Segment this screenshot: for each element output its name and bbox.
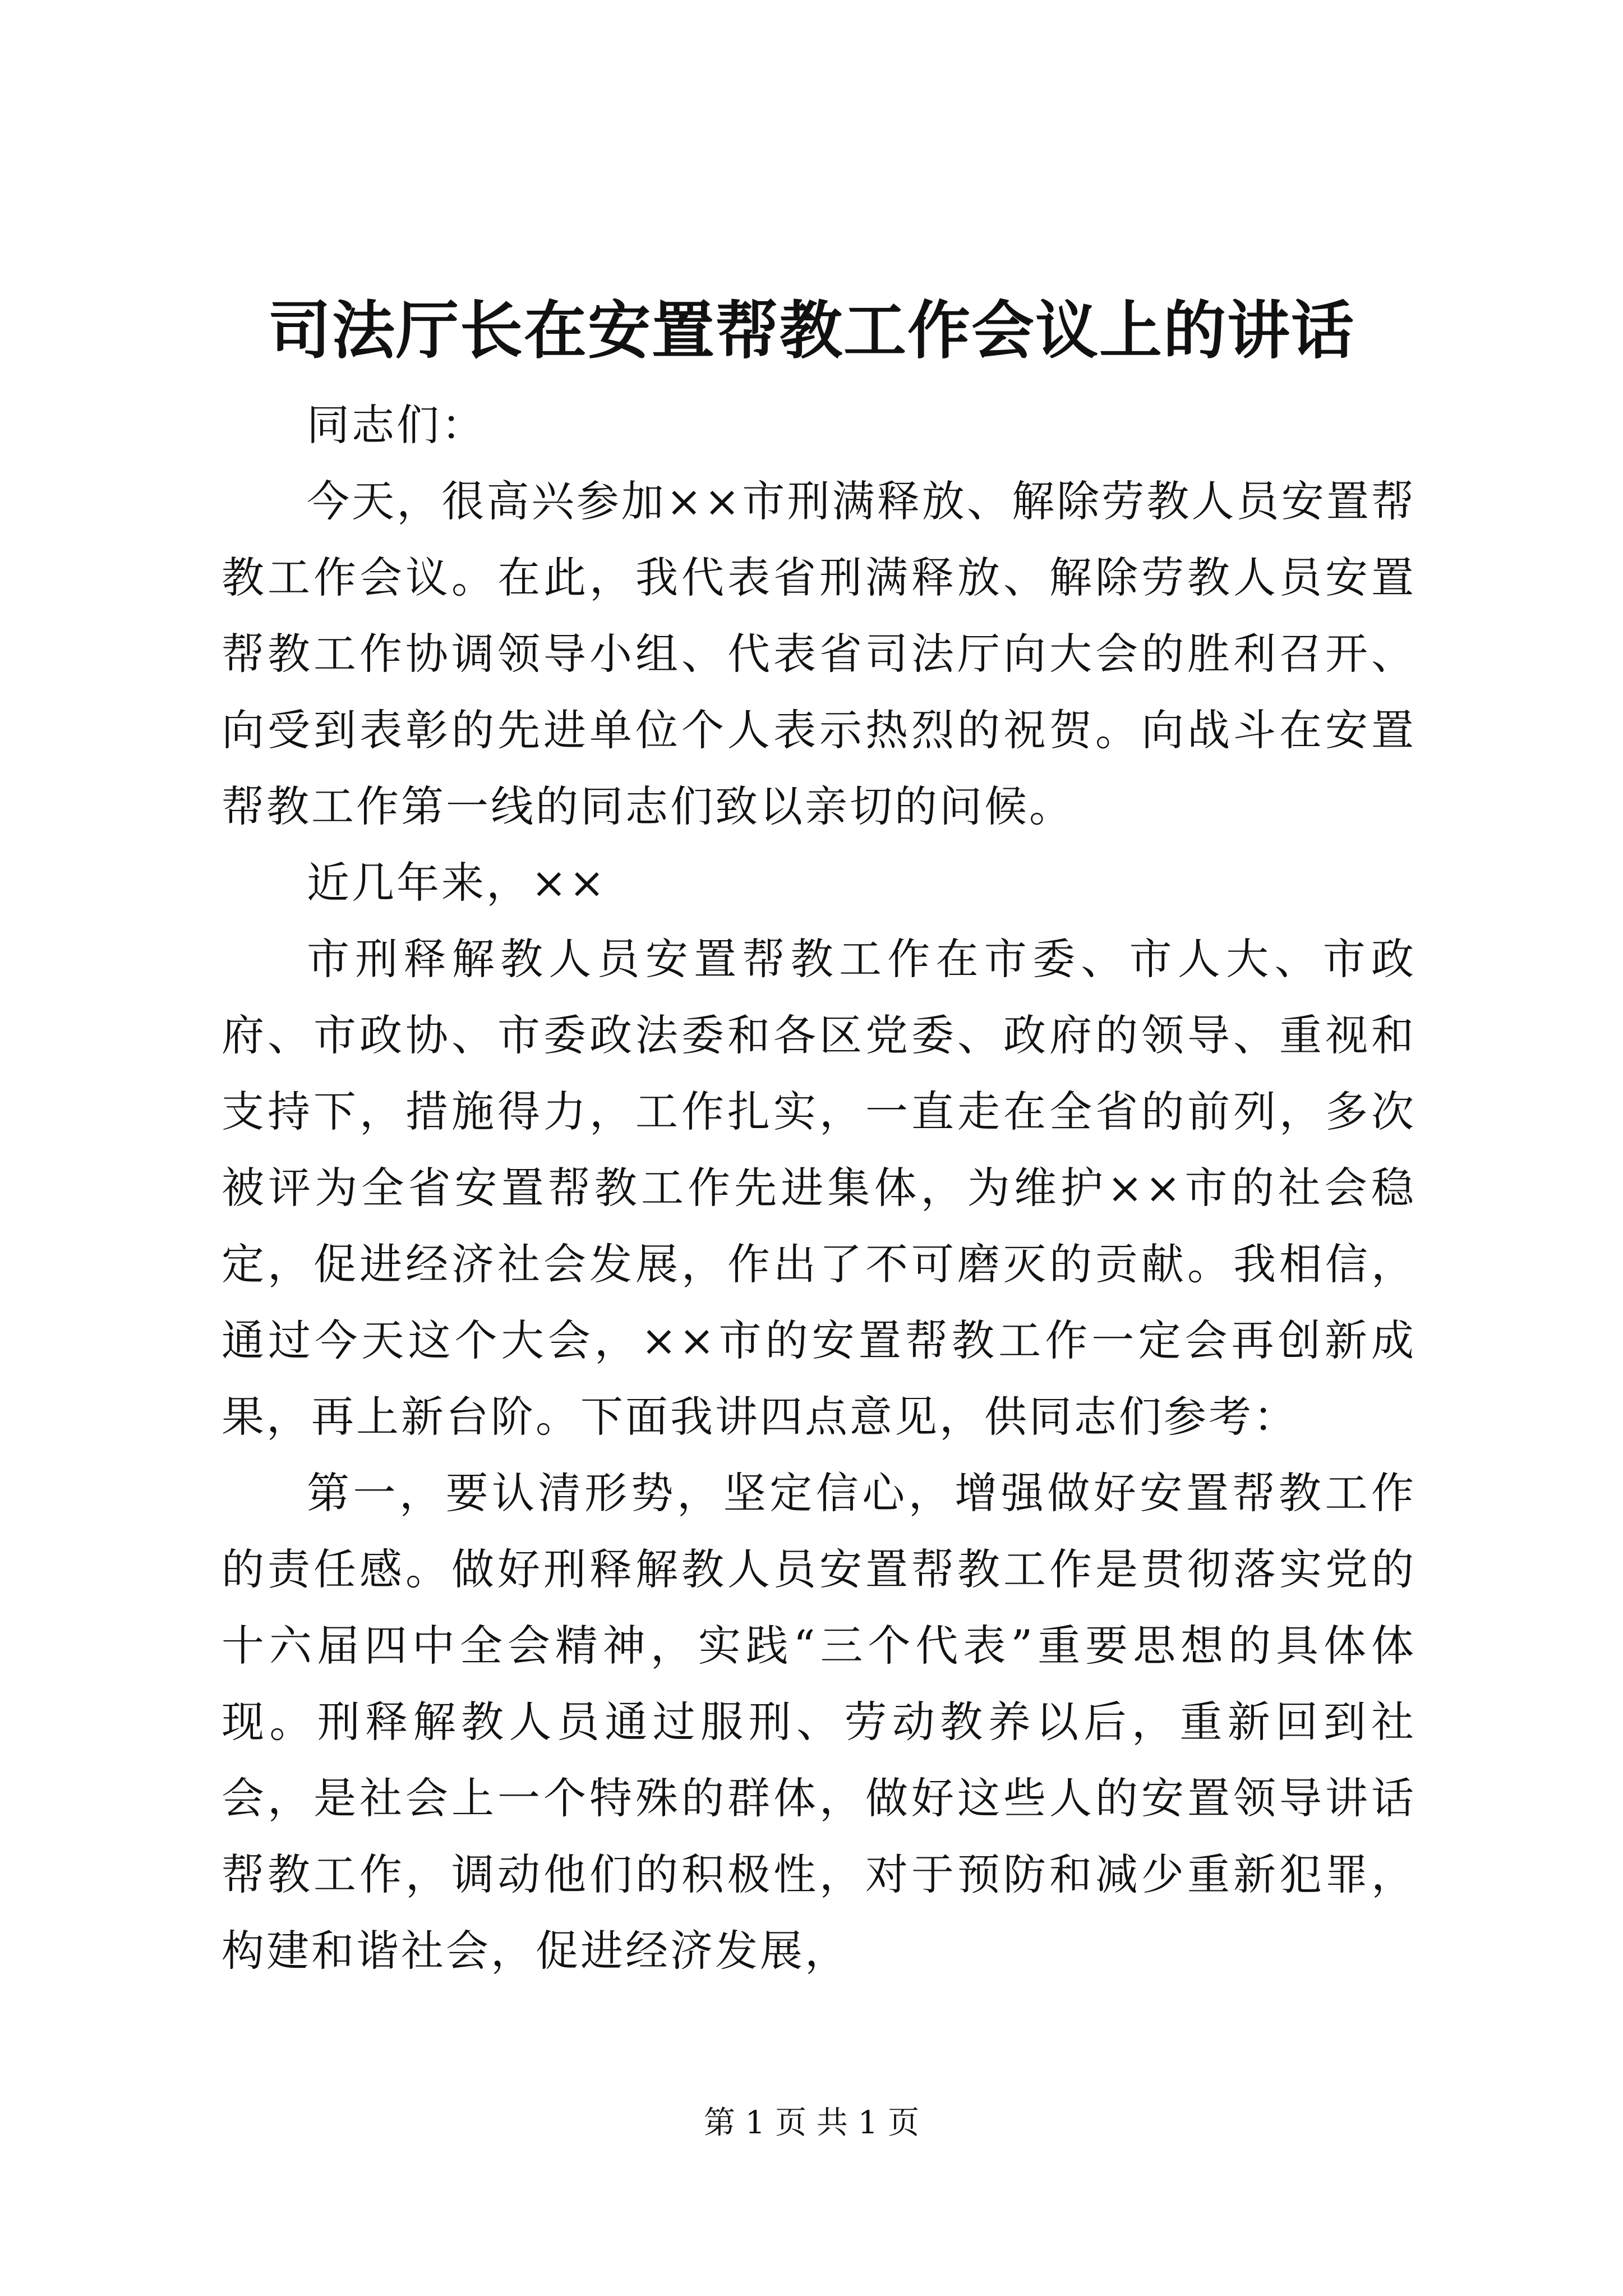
body-paragraph: 今天，很高兴参加××市刑满释放、解除劳教人员安置帮教工作会议。在此，我代表省刑满释放、解除劳教人员安置帮教工作协调领导小组、代表省司法厅向大会的胜利召开、向受到表彰的先进单位个人表示热烈的祝贺。向战斗在安置帮教工作第一线的同志们致以亲切的问候。	[222, 476, 1416, 831]
body-paragraph: 市刑释解教人员安置帮教工作在市委、市人大、市政府、市政协、市委政法委和各区党委、政府的领导、重视和支持下，措施得力，工作扎实，一直走在全省的前列，多次被评为全省安置帮教工作先进集体，为维护××市的社会稳定，促进经济社会发展，作出了不可磨灭的贡献。我相信，通过今天这个大会，××市的安置帮教工作一定会再创新成果，再上新台阶。下面我讲四点意见，供同志们参考：	[222, 934, 1416, 1442]
salutation-paragraph: 同志们：	[307, 400, 486, 450]
document-title: 司法厅长在安置帮教工作会议上的讲话	[268, 294, 1355, 367]
body-paragraph: 第一，要认清形势，坚定信心，增强做好安置帮教工作的责任感。做好刑释解教人员安置帮教工作是贯彻落实党的十六届四中全会精神，实践“三个代表”重要思想的具体体现。刑释解教人员通过服刑、劳动教养以后，重新回到社会，是社会上一个特殊的群体，做好这些人的安置领导讲话帮教工作，调动他们的积极性，对于预防和减少重新犯罪，构建和谐社会，促进经济发展，	[222, 1468, 1416, 1976]
page-number-footer: 第 1 页 共 1 页	[703, 2105, 920, 2141]
body-paragraph: 近几年来，××	[307, 858, 607, 908]
document-body	[222, 387, 1416, 1989]
